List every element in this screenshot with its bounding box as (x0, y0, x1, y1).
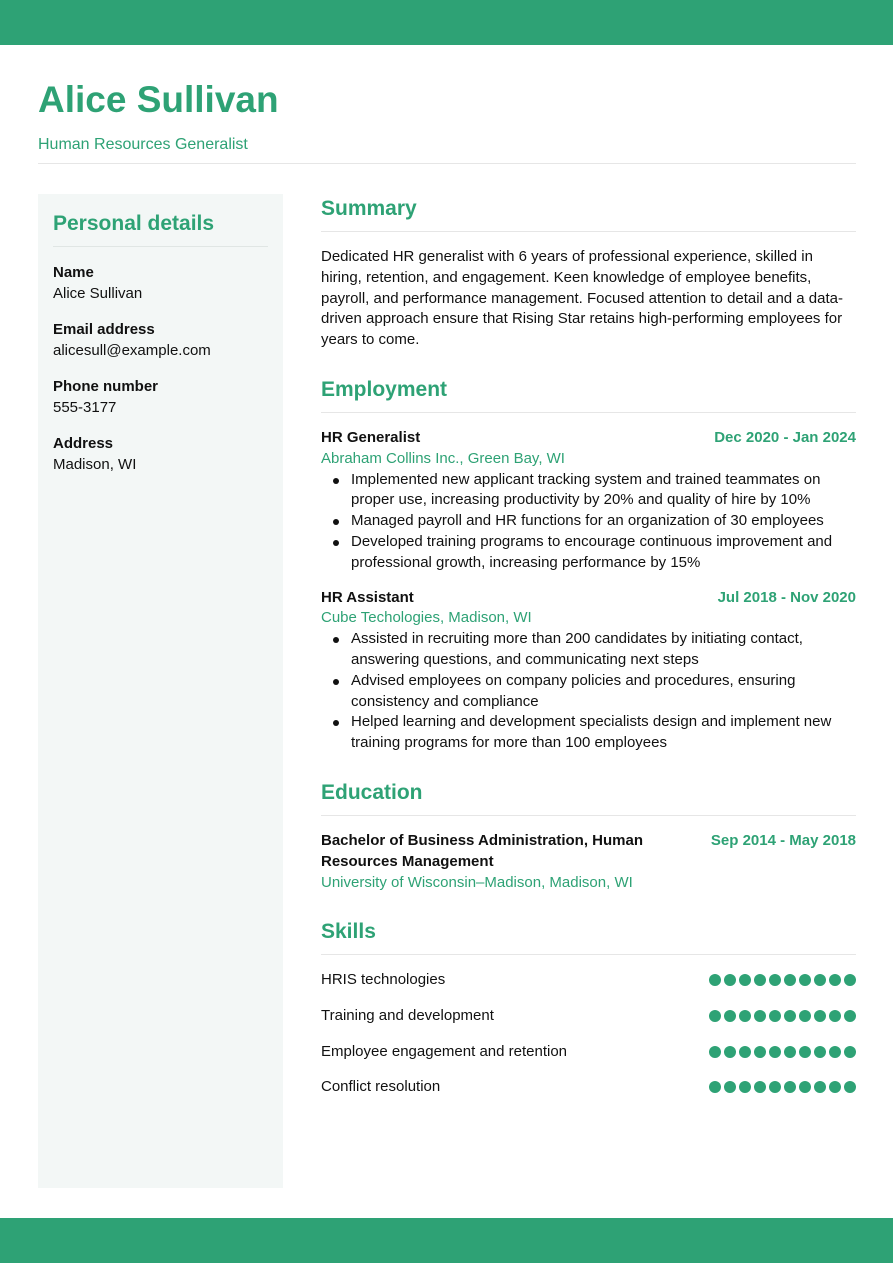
education-dates: Sep 2014 - May 2018 (710, 831, 856, 849)
job-title: HR Generalist (321, 428, 421, 446)
skill-dot (784, 1010, 796, 1022)
skill-dot (799, 1081, 811, 1093)
detail-label: Address (53, 435, 114, 452)
skill-dot (784, 1081, 796, 1093)
job-bullet: Assisted in recruiting more than 200 candidates by initiating contact, answering questions, and communicating next steps (321, 629, 856, 671)
summary-heading: Summary (321, 195, 856, 232)
skill-dot (724, 974, 736, 986)
personal-details-heading: Personal details (53, 210, 268, 247)
skill-dot (769, 1046, 781, 1058)
bottom-accent-bar (0, 1218, 893, 1263)
job-company: Cube Techologies, Madison, WI (321, 609, 532, 627)
detail-phone (53, 377, 268, 418)
skill-dot (739, 1010, 751, 1022)
skill-dot (829, 1046, 841, 1058)
skill-row (321, 1077, 856, 1097)
skill-name: Conflict resolution (321, 1078, 441, 1096)
detail-value: 555-3177 (53, 399, 117, 416)
education-entry (321, 831, 856, 893)
candidate-name: Alice Sullivan (38, 79, 279, 120)
job-dates: Jul 2018 - Nov 2020 (717, 588, 856, 606)
job-dates: Dec 2020 - Jan 2024 (714, 428, 856, 446)
skill-dot (829, 974, 841, 986)
skill-dot (709, 1081, 721, 1093)
job-title: HR Assistant (321, 588, 414, 606)
employment-section (321, 376, 856, 754)
skill-dot (754, 1081, 766, 1093)
skill-dot (739, 1046, 751, 1058)
skill-dot (769, 974, 781, 986)
top-accent-bar (0, 0, 893, 45)
resume-header (38, 78, 856, 164)
job-company: Abraham Collins Inc., Green Bay, WI (321, 449, 565, 467)
detail-address (53, 434, 268, 475)
skill-dot (739, 1081, 751, 1093)
job-bullets (321, 629, 856, 754)
skill-dot (784, 1046, 796, 1058)
skill-dot (724, 1081, 736, 1093)
skill-dot (844, 1046, 856, 1058)
detail-name (53, 263, 268, 304)
job-bullet: Helped learning and development specialists design and implement new training programs for more than 100 employees (321, 712, 856, 754)
skill-dot (769, 1010, 781, 1022)
resume-main (321, 195, 856, 1113)
skill-level-dots (709, 974, 856, 986)
skills-heading: Skills (321, 918, 856, 955)
skill-dot (814, 974, 826, 986)
skill-dot (724, 1010, 736, 1022)
skill-row (321, 1006, 856, 1026)
education-section (321, 779, 856, 893)
skill-name: Training and development (321, 1007, 494, 1025)
skill-dot (769, 1081, 781, 1093)
school-name: University of Wisconsin–Madison, Madison, WI (321, 873, 633, 891)
skill-dot (799, 974, 811, 986)
candidate-title: Human Resources Generalist (38, 136, 248, 153)
skill-name: HRIS technologies (321, 971, 446, 989)
skill-dot (814, 1081, 826, 1093)
summary-section (321, 195, 856, 351)
job-bullet: Managed payroll and HR functions for an organization of 30 employees (321, 511, 856, 532)
job-bullet: Implemented new applicant tracking system and trained teammates on proper use, increasing productivity by 20% and quality of hire by 10% (321, 470, 856, 512)
skill-dot (709, 1046, 721, 1058)
degree-title: Bachelor of Business Administration, Human Resources Management (321, 831, 643, 870)
skill-row (321, 970, 856, 990)
summary-text: Dedicated HR generalist with 6 years of professional experience, skilled in hiring, retention, and engagement. Keen knowledge of employee benefits, payroll, and performance management. Focused attention to detail and a data-driven approach ensure that Rising Star retains high-performing employees for years to come. (321, 248, 843, 349)
skill-level-dots (709, 1081, 856, 1093)
skill-level-dots (709, 1010, 856, 1022)
skills-list (321, 970, 856, 1097)
skill-dot (829, 1081, 841, 1093)
job-bullet: Developed training programs to encourage continuous improvement and professional growth, increasing performance by 15% (321, 532, 856, 574)
detail-value: Alice Sullivan (53, 285, 143, 302)
skill-dot (844, 1010, 856, 1022)
skill-dot (799, 1010, 811, 1022)
skill-dot (814, 1010, 826, 1022)
employment-heading: Employment (321, 376, 856, 413)
job-bullet: Advised employees on company policies and procedures, ensuring consistency and compliance (321, 671, 856, 713)
skill-dot (754, 1046, 766, 1058)
skill-dot (754, 974, 766, 986)
skill-dot (829, 1010, 841, 1022)
skill-level-dots (709, 1046, 856, 1058)
detail-label: Email address (53, 321, 155, 338)
skill-dot (739, 974, 751, 986)
detail-value: Madison, WI (53, 456, 137, 473)
skill-dot (844, 1081, 856, 1093)
skill-dot (814, 1046, 826, 1058)
skill-dot (784, 974, 796, 986)
skill-name: Employee engagement and retention (321, 1042, 568, 1060)
personal-details-sidebar (38, 194, 283, 1188)
skill-dot (754, 1010, 766, 1022)
detail-email (53, 320, 268, 361)
job-entry (321, 588, 856, 754)
education-heading: Education (321, 779, 856, 816)
skill-dot (844, 974, 856, 986)
skill-row (321, 1042, 856, 1062)
detail-value: alicesull@example.com (53, 342, 211, 359)
job-entry (321, 428, 856, 574)
skill-dot (709, 1010, 721, 1022)
detail-label: Name (53, 264, 94, 281)
skill-dot (724, 1046, 736, 1058)
skill-dot (799, 1046, 811, 1058)
skill-dot (709, 974, 721, 986)
detail-label: Phone number (53, 378, 159, 395)
skills-section (321, 918, 856, 1097)
job-bullets (321, 470, 856, 574)
